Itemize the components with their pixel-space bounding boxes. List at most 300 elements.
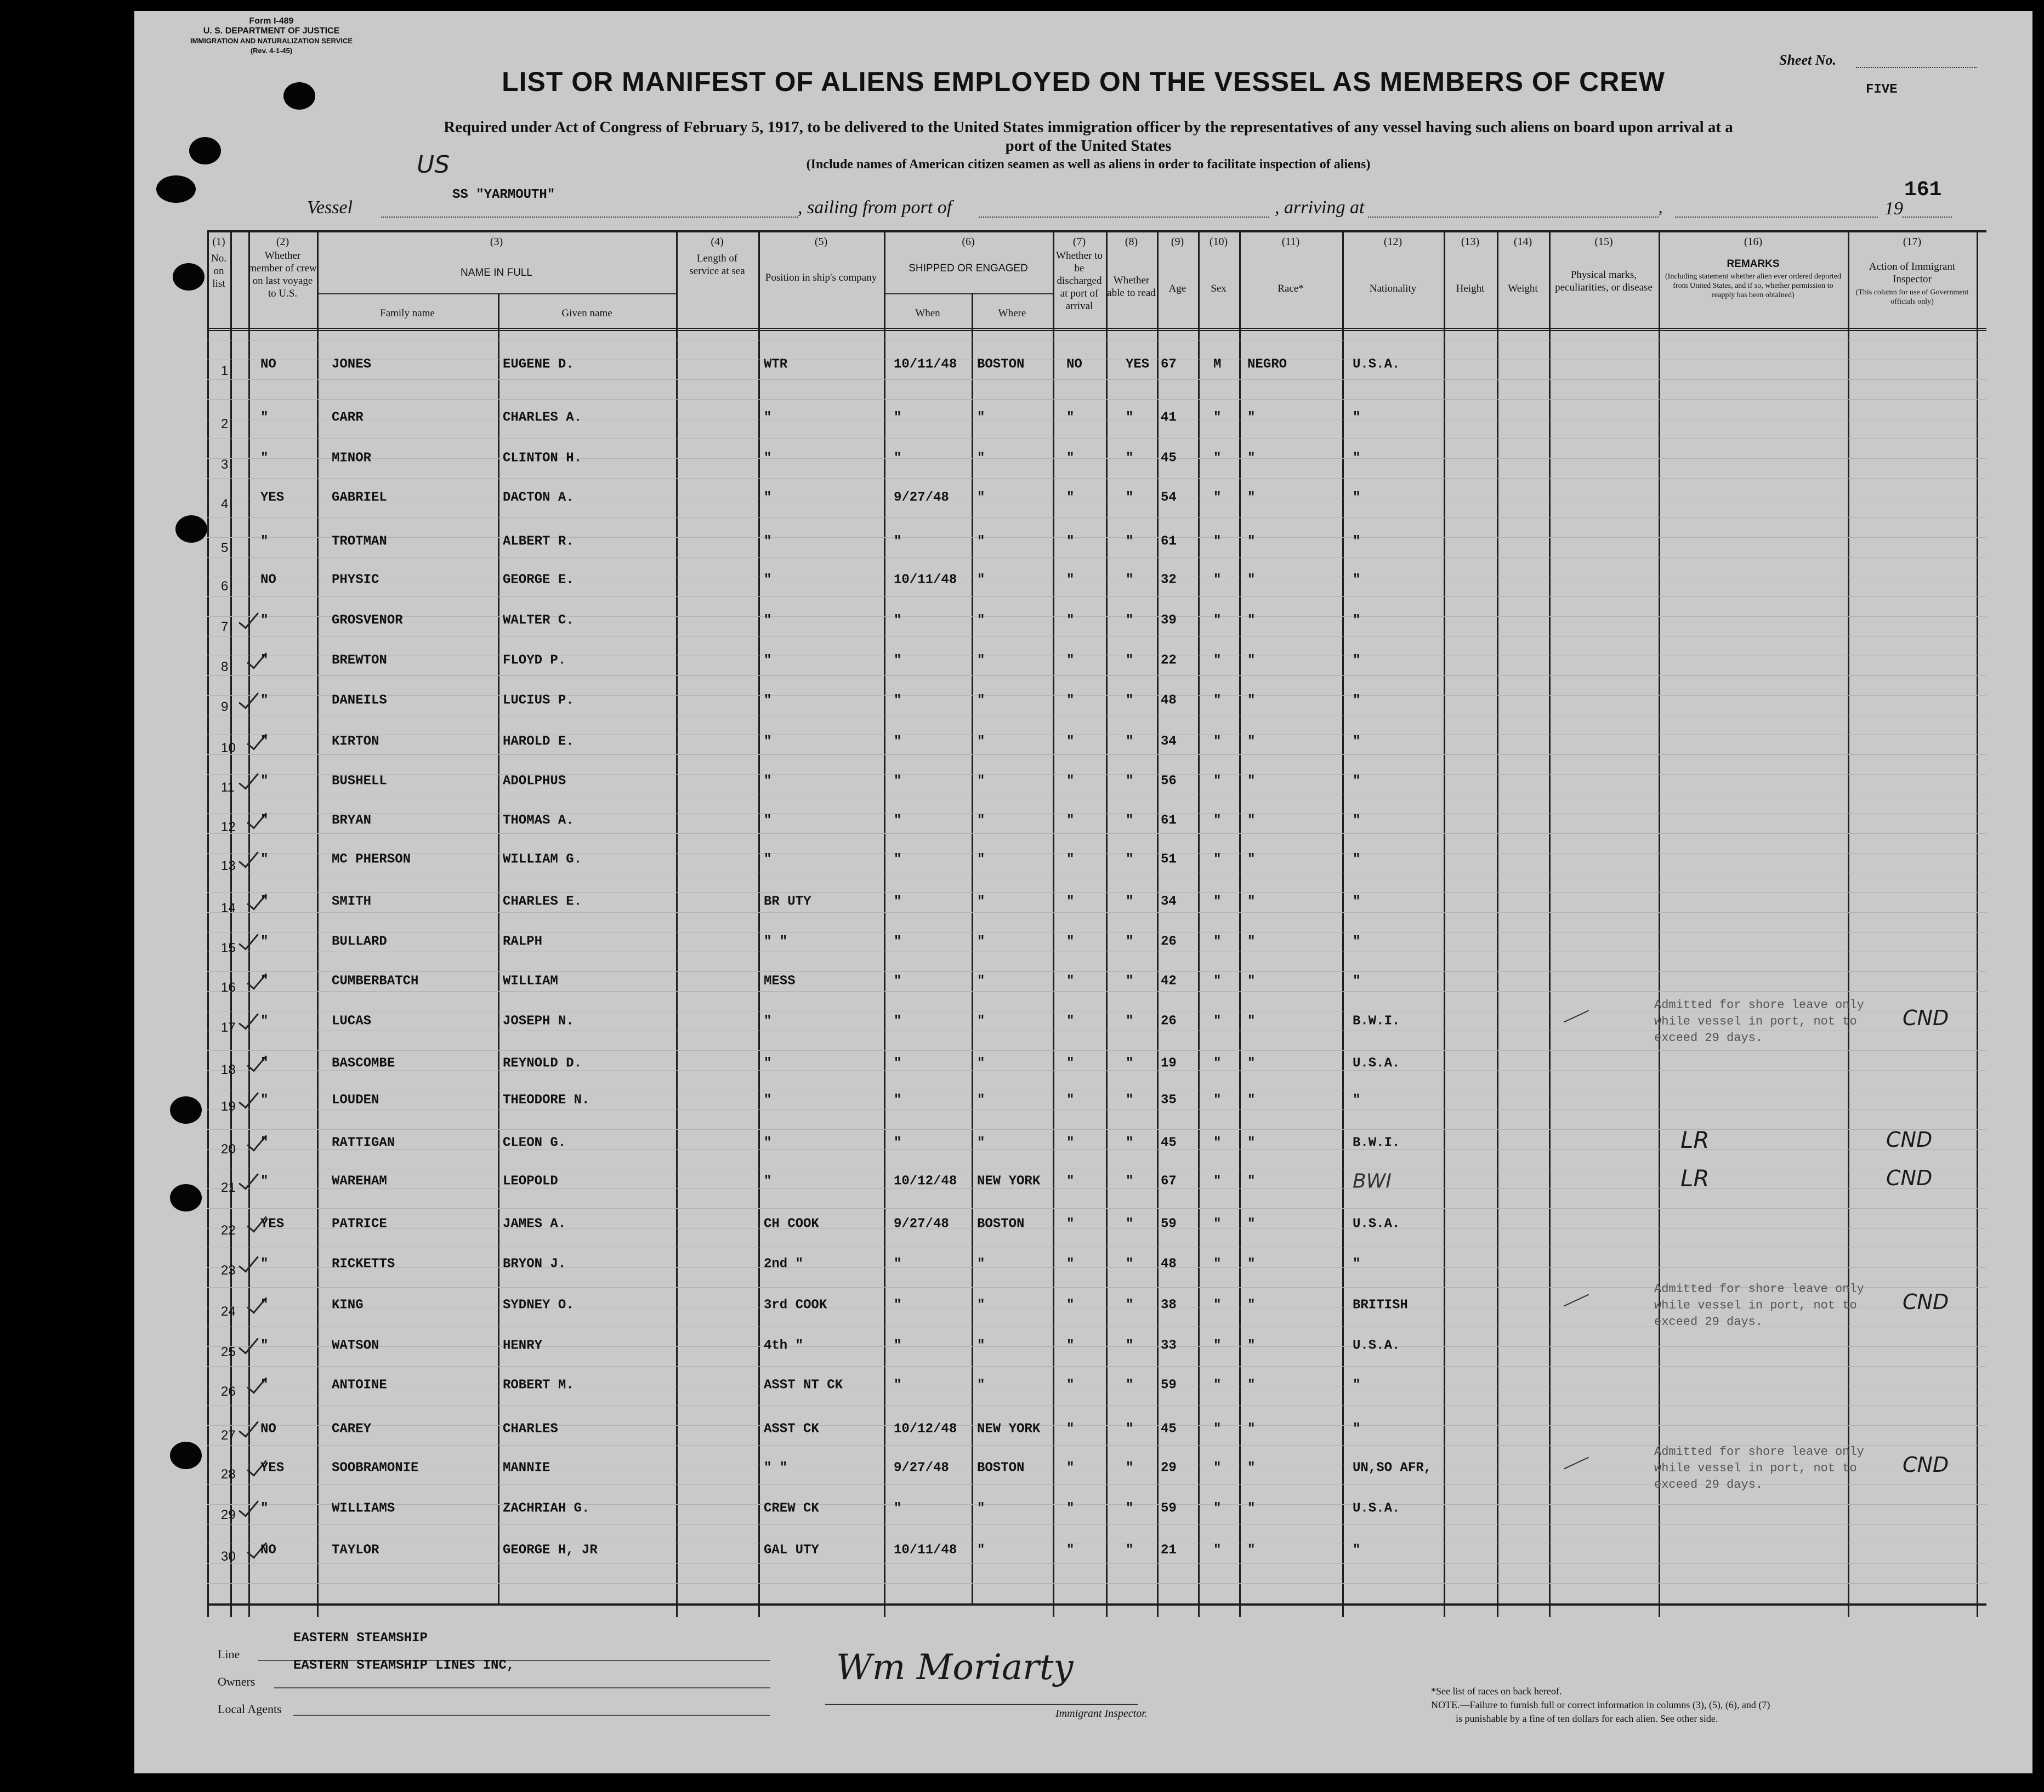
cell-sex: " [1213,490,1222,505]
cell-prev: " [260,974,269,989]
cell-given: GEORGE H, JR [503,1543,598,1558]
cell-prev: YES [260,1216,285,1232]
col-16-label: REMARKS [1727,258,1780,270]
cell-prev: " [260,894,269,909]
cell-sex: " [1213,894,1222,909]
cell-race: " [1247,974,1256,989]
cell-nat: " [1353,653,1361,668]
cell-age: 29 [1161,1460,1177,1476]
cell-when: 10/11/48 [894,357,957,372]
cell-disch: NO [1066,357,1082,372]
cell-nat: B.W.I. [1353,1014,1400,1029]
cell-when: " [894,974,902,989]
cell-nat: " [1353,852,1361,867]
cell-when: " [894,1501,902,1516]
col-1-label: No. on list [211,253,226,289]
line-value: EASTERN STEAMSHIP [293,1631,428,1646]
cell-pos: " [764,852,772,867]
col-14-number: (14) [1513,236,1532,248]
row-number: 1 [221,363,229,378]
row-guide [207,1563,1986,1564]
cell-prev: " [260,1093,269,1108]
arriving-label: , arriving at [1275,197,1365,218]
col-15-label: Physical marks, peculiarities, or disease [1555,269,1653,293]
cell-age: 45 [1161,1421,1177,1437]
punch-hole [156,175,196,203]
cell-nat: " [1353,934,1361,949]
cell-age: 42 [1161,974,1177,989]
col-10-number: (10) [1209,236,1228,248]
row-guide [207,892,1986,893]
cell-where: NEW YORK [977,1174,1041,1189]
cell-where: BOSTON [977,1460,1025,1476]
cell-where: BOSTON [977,357,1025,372]
cell-read: " [1126,813,1134,828]
cell-age: 38 [1161,1298,1177,1313]
cell-prev: " [260,934,269,949]
cell-race: " [1247,1056,1256,1071]
cell-age: 34 [1161,734,1177,749]
cell-given: LEOPOLD [503,1174,558,1189]
cell-race: " [1247,613,1256,628]
row-guide [207,1425,1986,1426]
cell-given: THEODORE N. [503,1093,590,1108]
cell-pos: " [764,653,772,668]
cell-when: " [894,934,902,949]
name-sub-rule [317,293,676,294]
row-guide [207,1050,1986,1051]
cell-prev: " [260,1256,269,1272]
row-guide [207,833,1986,834]
cell-race: " [1247,894,1256,909]
remark-tick [1564,1457,1589,1470]
cell-sex: " [1213,934,1222,949]
cell-nat: " [1353,813,1361,828]
cell-prev: " [260,1378,269,1393]
cell-sex: " [1213,1056,1222,1071]
col-8-label: Whether able to read [1107,275,1156,299]
cell-where: " [977,1256,985,1272]
inspector-action: CND [1886,1166,1933,1190]
cell-pos: BR UTY [764,894,811,909]
col-10-label: Sex [1211,283,1227,294]
cell-given: CLEON G. [503,1135,566,1151]
cell-nat: " [1353,410,1361,425]
cell-given: WALTER C. [503,613,574,628]
cell-where: BOSTON [977,1216,1025,1232]
cell-race: " [1247,1093,1256,1108]
cell-age: 22 [1161,653,1177,668]
cell-family: LOUDEN [332,1093,379,1108]
cell-when: 10/12/48 [894,1421,957,1437]
cell-sex: " [1213,1378,1222,1393]
agents-label: Local Agents [218,1702,282,1716]
vessel-field-line [381,217,798,218]
cell-age: 45 [1161,451,1177,466]
cell-when: " [894,1256,902,1272]
owners-field-rule [274,1687,770,1688]
cell-when: " [894,852,902,867]
inspector-action: CND [1903,1006,1949,1030]
col-17-label: Action of Immigrant Inspector [1869,261,1956,285]
row-guide [207,458,1986,459]
cell-sex: " [1213,572,1222,588]
cell-nat: " [1353,773,1361,789]
cell-race: " [1247,1174,1256,1189]
row-number: 21 [221,1180,236,1195]
cell-sex: " [1213,734,1222,749]
row-guide [207,517,1986,518]
cell-age: 56 [1161,773,1177,789]
cell-family: JONES [332,357,372,372]
cell-sex: " [1213,693,1222,708]
cell-read: " [1126,534,1134,549]
row-guide [207,1366,1986,1367]
cell-read: " [1126,1056,1134,1071]
cell-when: 9/27/48 [894,490,949,505]
cell-disch: " [1066,1338,1075,1353]
cell-pos: CH COOK [764,1216,819,1232]
cell-family: BRYAN [332,813,372,828]
cell-disch: " [1066,653,1075,668]
inspector-action: CND [1903,1290,1949,1314]
cell-family: TROTMAN [332,534,387,549]
cell-given: HENRY [503,1338,543,1353]
cell-disch: " [1066,451,1075,466]
cell-age: 61 [1161,534,1177,549]
cell-read: " [1126,1216,1134,1232]
cell-pos: 4th " [764,1338,804,1353]
cell-prev: " [260,1135,269,1151]
cell-age: 32 [1161,572,1177,588]
row-guide [207,537,1986,538]
row-number: 11 [221,780,235,795]
row-number: 19 [221,1099,236,1114]
cell-where: " [977,451,985,466]
cell-when: " [894,894,902,909]
signature-label: Immigrant Inspector. [1055,1708,1148,1720]
cell-sex: " [1213,1216,1222,1232]
form-id-block [189,16,354,56]
cell-nat: " [1353,974,1361,989]
row-guide [207,1583,1986,1584]
cell-pos: " [764,1014,772,1029]
cell-disch: " [1066,813,1075,828]
cell-prev: " [260,613,269,628]
cell-disch: " [1066,1014,1075,1029]
cell-race: " [1247,773,1256,789]
cell-where: " [977,1543,985,1558]
cell-given: ADOLPHUS [503,773,566,789]
col-5-label: Position in ship's company [765,272,877,283]
year-field-line [1903,217,1952,218]
row-number: 27 [221,1428,236,1443]
cell-prev: " [260,410,269,425]
cell-family: BULLARD [332,934,387,949]
page-title: LIST OR MANIFEST OF ALIENS EMPLOYED ON THE VESSEL AS MEMBERS OF CREW [502,66,1665,97]
cell-pos: " [764,1135,772,1151]
form-department: U. S. DEPARTMENT OF JUSTICE [203,26,340,36]
col-3-label: NAME IN FULL [461,267,532,278]
cell-where: " [977,1378,985,1393]
cell-read: " [1126,1501,1134,1516]
col-12-label: Nationality [1369,283,1417,294]
col-6-number: (6) [962,236,975,248]
cell-read: " [1126,1093,1134,1108]
cell-race: " [1247,1338,1256,1353]
col-8-number: (8) [1125,236,1138,248]
vessel-handwritten-note: US [417,151,450,179]
cell-nat: " [1353,1378,1361,1393]
cell-nat: U.S.A. [1353,1216,1400,1232]
cell-family: GABRIEL [332,490,387,505]
manifest-sheet [134,11,2032,1773]
cell-prev: " [260,1298,269,1313]
cell-race: " [1247,490,1256,505]
remark-shore-leave: Admitted for shore leave only while vessel in port, not to exceed 29 days. [1654,1445,1864,1492]
cell-family: MC PHERSON [332,852,411,867]
cell-nat: BWI [1353,1170,1392,1193]
cell-race: " [1247,1256,1256,1272]
cell-sex: " [1213,653,1222,668]
cell-given: WILLIAM G. [503,852,582,867]
cell-where: " [977,974,985,989]
remark-tick [1564,1010,1589,1023]
cell-read: " [1126,1460,1134,1476]
cell-sex: " [1213,1543,1222,1558]
sailing-label: , sailing from port of [798,197,952,218]
cell-read: " [1126,734,1134,749]
cell-given: HAROLD E. [503,734,574,749]
column-rule [498,293,499,1603]
line-label: Line [218,1647,240,1661]
cell-given: FLOYD P. [503,653,566,668]
cell-family: PHYSIC [332,572,379,588]
col-12-number: (12) [1383,236,1403,248]
row-number: 5 [221,541,229,555]
cell-disch: " [1066,1543,1075,1558]
cell-age: 51 [1161,852,1177,867]
cell-nat: UN,SO AFR, [1353,1460,1432,1476]
cell-race: " [1247,1460,1256,1476]
cell-disch: " [1066,773,1075,789]
row-guide [207,1188,1986,1189]
cell-nat: U.S.A. [1353,1056,1400,1071]
vessel-value: SS "YARMOUTH" [452,187,555,202]
col-13-label: Height [1456,283,1485,294]
cell-disch: " [1066,1460,1075,1476]
remark-initials: LR [1680,1165,1710,1192]
remark-shore-leave: Admitted for shore leave only while vessel in port, not to exceed 29 days. [1654,1282,1864,1329]
cell-race: " [1247,1501,1256,1516]
cell-where: " [977,1014,985,1029]
cell-where: " [977,490,985,505]
row-guide [207,616,1986,617]
row-number: 29 [221,1507,236,1522]
cell-pos: ASST NT CK [764,1378,843,1393]
cell-read: " [1126,410,1134,425]
year-label: 19 [1884,198,1903,219]
date-field-line [1675,217,1878,218]
sailing-field-line [979,217,1269,218]
cell-disch: " [1066,852,1075,867]
cell-given: BRYON J. [503,1256,566,1272]
cell-nat: " [1353,613,1361,628]
cell-prev: NO [260,1421,276,1437]
cell-when: " [894,734,902,749]
cell-when: 9/27/48 [894,1216,949,1232]
punch-hole [170,1096,202,1124]
cell-prev: " [260,451,269,466]
cell-prev: " [260,693,269,708]
cell-nat: " [1353,693,1361,708]
cell-prev: " [260,1338,269,1353]
cell-given: SYDNEY O. [503,1298,574,1313]
row-number: 26 [221,1384,236,1399]
cell-sex: " [1213,1501,1222,1516]
cell-sex: " [1213,773,1222,789]
cell-race: " [1247,852,1256,867]
col-15-number: (15) [1594,236,1613,248]
cell-race: " [1247,1014,1256,1029]
cell-read: " [1126,1298,1134,1313]
row-guide [207,971,1986,972]
cell-sex: " [1213,974,1222,989]
cell-where: " [977,813,985,828]
cell-prev: " [260,852,269,867]
cell-sex: " [1213,852,1222,867]
cell-when: " [894,653,902,668]
cell-family: ANTOINE [332,1378,387,1393]
row-guide [207,1504,1986,1505]
inspector-signature: Wm Moriarty [836,1647,1074,1688]
cell-pos: ASST CK [764,1421,819,1437]
row-guide [207,695,1986,696]
cell-pos: MESS [764,974,796,989]
shipped-sub-rule [884,293,1053,294]
cell-nat: U.S.A. [1353,1338,1400,1353]
row-guide [207,478,1986,479]
punch-hole [170,1184,202,1211]
row-number: 12 [221,820,236,834]
cell-when: " [894,693,902,708]
cell-read: " [1126,572,1134,588]
cell-disch: " [1066,934,1075,949]
cell-when: 10/11/48 [894,1543,957,1558]
row-guide [207,774,1986,775]
cell-disch: " [1066,1256,1075,1272]
row-guide [207,1346,1986,1347]
cell-age: 39 [1161,613,1177,628]
page-number: 161 [1904,178,1942,202]
cell-sex: " [1213,1256,1222,1272]
arriving-field-line [1368,217,1659,218]
cell-disch: " [1066,1056,1075,1071]
cell-disch: " [1066,410,1075,425]
cell-read: " [1126,451,1134,466]
row-number: 15 [221,941,236,955]
cell-given: JOSEPH N. [503,1014,574,1029]
inspector-action: CND [1903,1453,1949,1477]
row-guide [207,754,1986,755]
cell-prev: " [260,1501,269,1516]
row-guide [207,1208,1986,1209]
cell-given: ROBERT M. [503,1378,574,1393]
cell-sex: " [1213,1174,1222,1189]
cell-disch: " [1066,693,1075,708]
cell-nat: " [1353,572,1361,588]
cell-given: RALPH [503,934,543,949]
cell-pos: 3rd COOK [764,1298,827,1313]
cell-read: " [1126,1014,1134,1029]
cell-when: 10/11/48 [894,572,957,588]
cell-when: " [894,451,902,466]
col-2-number: (2) [276,236,289,248]
cell-disch: " [1066,734,1075,749]
cell-prev: " [260,534,269,549]
cell-pos: 2nd " [764,1256,804,1272]
col-6-where-label: Where [998,308,1026,319]
col-3-given-label: Given name [561,308,612,319]
cell-prev: NO [260,357,276,372]
cell-prev: " [260,1014,269,1029]
cell-disch: " [1066,1216,1075,1232]
cell-when: " [894,1378,902,1393]
footnote-penalty-2: is punishable by a fine of ten dollars for each alien. See other side. [1456,1713,1718,1724]
cell-pos: " [764,1093,772,1108]
row-number: 22 [221,1223,236,1238]
row-number: 28 [221,1467,236,1482]
cell-age: 19 [1161,1056,1177,1071]
cell-read: " [1126,934,1134,949]
cell-sex: " [1213,1135,1222,1151]
cell-where: " [977,934,985,949]
cell-age: 67 [1161,1174,1177,1189]
cell-given: EUGENE D. [503,357,574,372]
cell-sex: " [1213,451,1222,466]
cell-given: CHARLES [503,1421,558,1437]
cell-disch: " [1066,974,1075,989]
row-guide [207,813,1986,814]
cell-prev: NO [260,1543,276,1558]
cell-given: CHARLES E. [503,894,582,909]
cell-sex: " [1213,1093,1222,1108]
punch-hole [170,1442,202,1469]
owners-value: EASTERN STEAMSHIP LINES INC, [293,1658,515,1673]
cell-sex: " [1213,534,1222,549]
cell-where: " [977,534,985,549]
column-rule [972,293,973,1603]
cell-disch: " [1066,1174,1075,1189]
cell-pos: " [764,1174,772,1189]
cell-family: WILLIAMS [332,1501,395,1516]
cell-nat: " [1353,1093,1361,1108]
cell-when: " [894,1014,902,1029]
cell-when: 9/27/48 [894,1460,949,1476]
cell-race: " [1247,934,1256,949]
row-number: 25 [221,1345,236,1359]
form-service: IMMIGRATION AND NATURALIZATION SERVICE [190,37,353,45]
col-6-when-label: When [915,308,940,319]
row-number: 23 [221,1263,236,1278]
inspector-action: CND [1886,1128,1933,1152]
row-number: 14 [221,901,236,915]
cell-prev: " [260,734,269,749]
cell-where: " [977,1135,985,1151]
cell-read: " [1126,974,1134,989]
cell-sex: " [1213,1460,1222,1476]
col-13-number: (13) [1461,236,1480,248]
